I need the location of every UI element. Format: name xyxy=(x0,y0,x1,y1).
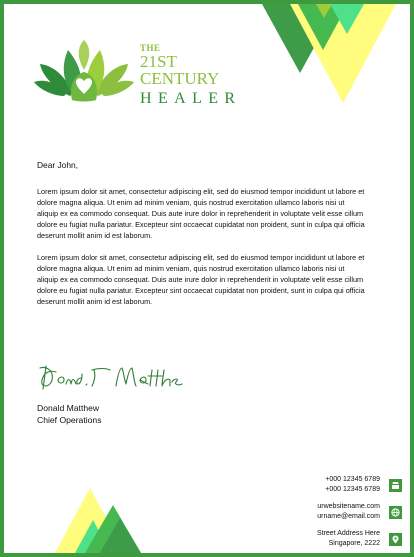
brand-the: THE xyxy=(140,43,161,53)
contact-phone-row xyxy=(285,475,402,495)
website: urwebsitename.com xyxy=(317,503,380,510)
signatory xyxy=(37,402,102,426)
phone-icon xyxy=(389,479,402,492)
contact-web-row xyxy=(285,502,402,522)
email: urname@email.com xyxy=(317,513,380,520)
brand-wordmark xyxy=(140,43,242,109)
handwritten-signature xyxy=(36,358,186,392)
phone-2: +000 12345 6789 xyxy=(325,486,380,493)
contact-block xyxy=(285,475,402,556)
globe-icon xyxy=(389,506,402,519)
signatory-title: Chief Operations xyxy=(37,415,102,425)
letter-body xyxy=(37,160,367,318)
lotus-logo-icon xyxy=(34,40,134,106)
phone-1: +000 12345 6789 xyxy=(325,476,380,483)
contact-address-row xyxy=(285,529,402,549)
brand-21st: 21ST xyxy=(140,52,177,71)
paragraph-1: Lorem ipsum dolor sit amet, consectetur adipiscing elit, sed do eiusmod tempor incididunt ut labore et dolore magna aliqua. Ut enim ad minim veniam, quis nostrud exercitation ullamco laboris nisi ut aliquip ex ea commodo consequat. Duis aute irure dolor in reprehenderit in voluptate velit esse cillum dolore eu fugiat nulla pariatur. Excepteur sint occaecat cupidatat non proident, sunt in culpa qui officia deserunt mollit anim id est laborum. xyxy=(37,187,365,240)
address-line-1: Street Address Here xyxy=(316,530,380,537)
brand-healer: HEALER xyxy=(140,90,242,107)
signatory-name: Donald Matthew xyxy=(37,403,100,413)
address-line-2: Singapore, 2222 xyxy=(328,540,380,547)
brand-century: CENTURY xyxy=(140,69,220,88)
paragraph-2: Lorem ipsum dolor sit amet, consectetur adipiscing elit, sed do eiusmod tempor incididunt ut labore et dolore magna aliqua. Ut enim ad minim veniam, quis nostrud exercitation ullamco laboris nisi ut aliquip ex ea commodo consequat. Duis aute irure dolor in reprehenderit in voluptate velit esse cillum dolore eu fugiat nulla pariatur. Excepteur sint occaecat cupidatat non proident, sunt in culpa qui officia deserunt mollit anim id est laborum. xyxy=(37,253,365,306)
greeting: Dear John, xyxy=(37,160,78,170)
location-pin-icon xyxy=(389,533,402,546)
